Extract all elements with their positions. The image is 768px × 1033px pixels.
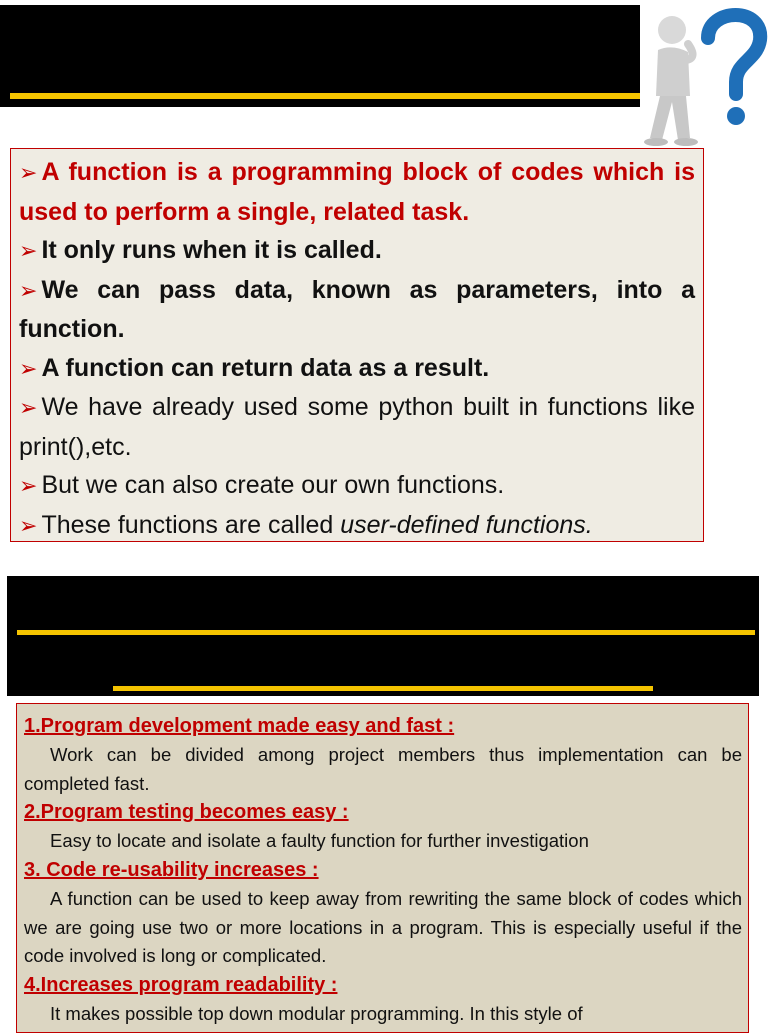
section-heading: 2.Program testing becomes easy : — [24, 801, 349, 824]
arrow-bullet-icon: ➢ — [19, 473, 38, 498]
bullet-point-3: ➢ We can pass data, known as parameters, into a function. — [19, 275, 695, 343]
gold-underline — [10, 93, 640, 99]
gold-underline — [17, 630, 755, 635]
bullet-point-1: ➢ A function is a programming block of codes which is used to perform a single, related task. — [19, 158, 695, 226]
arrow-bullet-icon: ➢ — [19, 512, 38, 538]
arrow-bullet-icon: ➢ — [19, 277, 38, 303]
bullet-point-2: ➢ It only runs when it is called. — [19, 236, 382, 264]
gold-underline — [113, 686, 653, 691]
section-body: Easy to locate and isolate a faulty function for further investigation — [50, 830, 589, 852]
section-heading: 3. Code re-usability increases : — [24, 858, 319, 881]
section-body: Work can be divided among project members thus implementation can be completed fast. — [24, 743, 742, 794]
bullet-point-7: ➢ These functions are called user-defined functions. — [19, 510, 593, 539]
arrow-bullet-icon: ➢ — [19, 160, 38, 185]
arrow-bullet-icon: ➢ — [19, 355, 38, 381]
section-body: A function can be used to keep away from rewriting the same block of codes which we are going use two or more locations in a program. This is especially useful if the code involved is long or complicated. — [24, 887, 742, 967]
function-definition-box — [10, 148, 704, 542]
thinking-man-question-mark-icon — [636, 0, 768, 150]
bullet-point-6: ➢ But we can also create our own functions. — [19, 471, 505, 499]
bullet-point-4: ➢ A function can return data as a result. — [19, 353, 490, 382]
title-banner-bottom — [7, 576, 759, 696]
title-banner-top — [0, 5, 640, 107]
section-heading: 1.Program development made easy and fast : — [24, 715, 455, 737]
arrow-bullet-icon: ➢ — [19, 238, 38, 263]
section-body: It makes possible top down modular programming. In this style of — [50, 1002, 583, 1024]
advantages-box — [16, 703, 749, 1033]
section-heading: 4.Increases program readability : — [24, 974, 338, 997]
bullet-point-5: ➢ We have already used some python built in functions like print(),etc. — [19, 393, 695, 461]
arrow-bullet-icon: ➢ — [19, 395, 38, 420]
